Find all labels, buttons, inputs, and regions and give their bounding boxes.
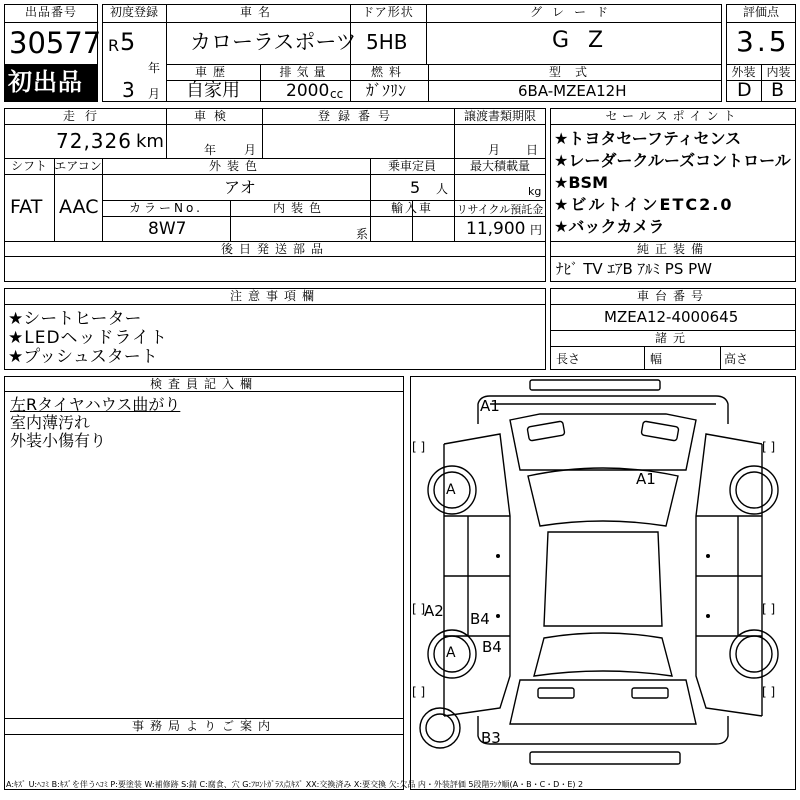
length-label: 長さ [556,352,581,366]
bracket-mark: [ ] [762,440,776,454]
sales-point-item: ★BSM [554,173,608,192]
first-reg-label: 初度登録 [109,5,158,19]
car-diagram [410,376,796,790]
load-unit: kg [528,185,542,198]
interior-grade: B [771,79,785,101]
year-unit: 年 [148,61,161,75]
inspector-line: 室内薄汚れ [10,413,91,432]
lot-number: 30577 [9,26,102,60]
fuel-value: ｶﾞｿﾘﾝ [366,81,407,100]
door-label: ドア形状 [362,5,414,19]
door-value: 5HB [366,30,408,54]
exterior-grade: D [737,79,752,101]
width-label: 幅 [650,352,663,366]
car-name: カローラスポーツ [190,30,357,54]
capacity-label: 乗車定員 [387,159,436,173]
displacement-unit: cc [330,87,344,101]
damage-mark: A2 [424,602,444,620]
bracket-mark: [ ] [412,602,426,616]
later-parts-label: 後日発送部品 [220,242,329,256]
note-item: ★プッシュスタート [8,347,158,367]
aircon-label: エアコン [54,159,102,173]
chassis-value: MZEA12-4000645 [604,308,739,326]
load-label: 最大積載量 [469,159,530,173]
model-value: 6BA-MZEA12H [518,82,627,100]
exterior-label: 外装 [731,65,756,79]
transfer-day-unit: 日 [526,143,539,157]
footer-legend: A:ｷｽﾞ U:ﾍｺﾐ B:ｷｽﾞを伴うﾍｺﾐ P:要塗装 W:補修跡 S:錆 C:腐食、穴 G:ﾌﾛﾝﾄｶﾞﾗｽ点ｷｽﾞ XX:交換済み X:要交換 欠:欠品 内・外装評価 5段階ﾗﾝｸ順(A・B・C・D・E) 2 [6,780,584,789]
int-color-label: 内装色 [272,201,327,215]
damage-mark: A [446,482,456,498]
office-title: 事務局よりご案内 [131,719,276,733]
ext-color-value: アオ [224,178,256,197]
damage-mark: B3 [481,729,501,747]
score-value: 3.5 [736,25,790,58]
transfer-month-unit: 月 [488,143,501,157]
chassis-title: 車台番号 [636,289,709,303]
history-label: 車歴 [194,65,231,79]
shift-value: FAT [10,196,43,218]
sales-point-item: ★バックカメラ [554,217,665,236]
lot-label: 出品番号 [24,5,77,19]
recycle-label: リサイクル預託金 [456,203,544,216]
shift-label: シフト [10,159,47,173]
bracket-mark: [ ] [412,685,426,699]
car-name-label: 車名 [239,5,276,19]
first-reg-month: 3 [122,78,135,102]
grade-label: グレード [529,5,618,19]
color-no-value: 8W7 [148,219,187,239]
interior-label: 内装 [766,65,791,79]
capacity-unit: 人 [436,182,449,196]
damage-mark: A1 [636,470,656,488]
sales-point-item: ★ビルトインETC2.0 [554,195,734,214]
month-unit: 月 [148,87,161,101]
first-listing-text: 初出品 [8,68,83,96]
equipment-title: 純正装備 [636,242,709,256]
inspection-year-unit: 年 [204,143,217,157]
notes-title: 注意事項欄 [229,289,320,303]
transfer-label: 譲渡書類期限 [463,109,536,123]
first-reg-year: 5 [120,28,136,56]
mileage-unit: km [136,131,164,152]
sales-point-item: ★トヨタセーフティセンス [554,129,742,148]
inspector-line: 左Rタイヤハウス曲がり [10,395,181,414]
note-item: ★シートヒーター [8,309,142,329]
bracket-mark: [ ] [762,685,776,699]
spec-title: 諸元 [654,331,691,345]
score-label: 評価点 [742,5,779,19]
inspector-line: 外装小傷有り [10,431,107,450]
capacity-value: 5 [410,178,421,197]
damage-mark: A1 [480,397,500,415]
mileage-value: 72,326 [56,129,132,153]
note-item: ★LEDヘッドライト [8,328,169,348]
int-color-unit: 系 [356,227,369,241]
plate-label: 登録番号 [317,109,398,123]
displacement-label: 排気量 [279,65,331,79]
displacement-value: 2000 [286,81,330,101]
sales-point-item: ★レーダークルーズコントロール [554,151,791,170]
aircon-value: AAC [59,196,99,218]
era: R [108,36,120,55]
damage-mark: B4 [470,610,490,628]
bracket-mark: [ ] [412,440,426,454]
inspector-title: 検査員記入欄 [149,377,258,391]
model-label: 型式 [548,65,601,79]
mileage-label: 走行 [62,109,107,123]
history-value: 自家用 [186,80,240,101]
inspection-label: 車検 [193,109,234,123]
recycle-value: 11,900 [466,219,526,239]
grade-value: G Z [552,28,610,53]
recycle-unit: 円 [530,223,543,237]
equipment-value: ﾅﾋﾞ TV ｴｱB ｱﾙﾐ PS PW [556,260,712,278]
color-no-label: カラーNo. [129,201,203,215]
sales-points-title: セールスポイント [605,109,741,123]
bracket-mark: [ ] [762,602,776,616]
damage-mark: B4 [482,638,502,656]
height-label: 高さ [724,352,749,366]
fuel-label: 燃料 [370,65,407,79]
inspection-month-unit: 月 [244,143,257,157]
damage-mark: A [446,645,456,661]
import-label: 輸入車 [390,201,433,215]
ext-color-label: 外装色 [208,159,263,173]
